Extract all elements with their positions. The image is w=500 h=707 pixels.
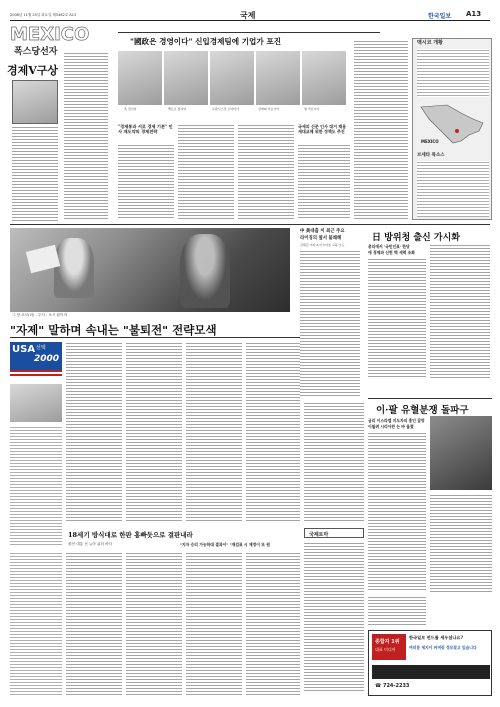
mexico-col-6 bbox=[298, 144, 350, 220]
section-name: 국제 bbox=[240, 11, 256, 20]
mexico-col-7 bbox=[354, 40, 408, 220]
portrait-row bbox=[118, 51, 348, 119]
ad-banner-1: 한국일보 펀드를 세우셨나요? bbox=[409, 635, 463, 640]
usa-byline: 美선 대통 선 뉴아 위터 바다 bbox=[68, 542, 113, 546]
side-headline-1: 폭스당선자 bbox=[14, 47, 58, 57]
sidebar-subtitle: 브세타 특소스 bbox=[417, 153, 445, 158]
usa-headline: "자제" 말하며 속내는 "불퇴전" 전략모색 bbox=[10, 323, 217, 337]
usa-2000-logo bbox=[10, 342, 62, 378]
usa-rule bbox=[10, 337, 300, 338]
japan-sub-2: 에 경제와 신헌 맥 세력 조화 bbox=[368, 250, 415, 255]
briefs-upper bbox=[304, 402, 364, 522]
sidebar-facts bbox=[417, 49, 489, 97]
usa-lower-col-1 bbox=[66, 552, 122, 697]
portrait-caption-3: 프란시스코 브아티아 bbox=[212, 107, 240, 111]
usa-logo-stripe bbox=[10, 370, 62, 378]
fox-portrait bbox=[12, 80, 58, 124]
usa-lower-col-4 bbox=[246, 552, 300, 697]
photo-caption: 그 당 코르(러) - 투사 : 포시 잡이자 bbox=[12, 313, 67, 317]
usa-small-photo bbox=[10, 384, 62, 422]
mexico-map bbox=[417, 101, 489, 149]
section-divider bbox=[10, 224, 490, 225]
portrait-caption-2: 멕트로 탕사이 bbox=[168, 107, 187, 111]
map-label: MEXICO bbox=[421, 139, 439, 144]
mideast-headline: 이·팔 유혈분쟁 돌파구 bbox=[376, 405, 469, 416]
usa-small-head: 18세기 방식대로 한판 홍빠듯으로 결판내라 bbox=[68, 531, 193, 539]
mexico-headline: "國政은 경영이다" 신입경제팀에 기업가 포진 bbox=[130, 37, 282, 46]
usa-col-4 bbox=[246, 342, 300, 522]
usa-sub: "지자 승리 가능하대 결과이" "재검표 시 재정이 또 원 bbox=[180, 542, 270, 547]
sidebar-title: 멕시코 개황 bbox=[417, 40, 443, 46]
mideast-sub-1: 금리 이스라엘 지도자의 흥인 갈망 bbox=[368, 418, 425, 423]
usa-logo-year: 2000 bbox=[34, 354, 60, 364]
usa-sidebar bbox=[10, 426, 62, 546]
mexico-col-3 bbox=[118, 144, 174, 220]
briefs-column bbox=[304, 402, 364, 692]
mexico-sidebar bbox=[412, 38, 492, 220]
china-subtitle: 라이징의 옆서 불쾌해 bbox=[300, 236, 342, 241]
mexico-rule bbox=[118, 32, 380, 33]
portrait-caption-1: 폭 전기다 bbox=[124, 107, 137, 111]
mexico-caption-box: 국세의 신문 인사 대거 채용 세대교체 위한 정책도 추진 bbox=[298, 124, 347, 134]
ad-phone: ☎ 724-2233 bbox=[375, 683, 410, 689]
briefs-lower bbox=[304, 542, 364, 692]
china-column bbox=[300, 228, 360, 398]
japan-feature bbox=[368, 228, 492, 378]
briefs-header: 국제토막 bbox=[309, 532, 329, 538]
ad-logo-block bbox=[372, 634, 406, 660]
japan-headline: 日 방위청 출신 가시화 bbox=[372, 233, 460, 243]
photo-figure-2 bbox=[180, 234, 230, 308]
usa-col-3 bbox=[186, 342, 242, 522]
mideast-col-3 bbox=[368, 596, 426, 626]
mexico-col-2 bbox=[64, 52, 108, 220]
paper-name: 한국일보 bbox=[428, 13, 452, 20]
portrait-1 bbox=[118, 51, 162, 105]
mexico-col-4 bbox=[178, 124, 234, 220]
portrait-5 bbox=[302, 51, 346, 105]
date-line: 2008년 11월 25일 화요일 제5482호 A13 bbox=[10, 13, 77, 17]
usa-col-2 bbox=[126, 342, 182, 522]
mideast-col-1 bbox=[368, 432, 426, 592]
japan-col-1 bbox=[368, 258, 426, 378]
portrait-caption-5: 영 가르시아 bbox=[304, 107, 320, 111]
portrait-3 bbox=[210, 51, 254, 105]
usa-lower-col-3 bbox=[186, 552, 242, 697]
china-title: 中 美대출 이 최근 주요 bbox=[300, 229, 345, 234]
left-briefs bbox=[10, 552, 62, 697]
mideast-col-2 bbox=[430, 494, 492, 592]
portrait-4 bbox=[256, 51, 300, 105]
china-byline: 김세진 기자 A 아시아본 고품 보도 bbox=[300, 243, 345, 247]
mexico-left-column bbox=[12, 126, 58, 222]
usa-col-1 bbox=[66, 342, 122, 522]
portrait-2 bbox=[164, 51, 208, 105]
ad-text-1: 종합지 1위 bbox=[375, 639, 400, 645]
side-headline-2: 경제V구상 bbox=[7, 64, 59, 77]
newspaper-ad bbox=[368, 630, 492, 696]
mideast-rule bbox=[368, 398, 492, 399]
mideast-sub-2: 이월려 시리아완 는 바 올렸 bbox=[368, 424, 414, 429]
briefs-header-box bbox=[304, 528, 364, 538]
ad-dark-strip bbox=[372, 665, 490, 679]
portrait-caption-4: 신에의 서르기아 bbox=[258, 107, 280, 111]
china-body bbox=[300, 250, 360, 396]
usa-logo-top: 선택 bbox=[36, 345, 46, 351]
mexico-col-5 bbox=[238, 124, 294, 220]
usa-logo-usa: USA bbox=[12, 344, 36, 355]
page-number: A13 bbox=[466, 10, 482, 18]
masthead bbox=[10, 9, 490, 21]
mexico-banner-text: MEXICO bbox=[10, 24, 90, 45]
japan-sub-1: 총리에서 '국민인표' 한당 bbox=[368, 244, 410, 249]
mideast-photo bbox=[430, 416, 492, 490]
ad-text-2: 대표 미디어 bbox=[375, 647, 396, 652]
main-photo bbox=[10, 228, 290, 312]
usa-lower-col-2 bbox=[126, 552, 182, 697]
photo-figure bbox=[54, 238, 94, 298]
mexico-mid-head: "경제통과 서로 경제 기본" 인사 재도약의 경제전략 bbox=[118, 124, 173, 134]
japan-col-2 bbox=[430, 244, 490, 378]
sidebar-notes bbox=[417, 161, 489, 217]
ad-banner-2: 여러분 세지이 커버링 정모찾고 있습니다 bbox=[409, 645, 477, 650]
